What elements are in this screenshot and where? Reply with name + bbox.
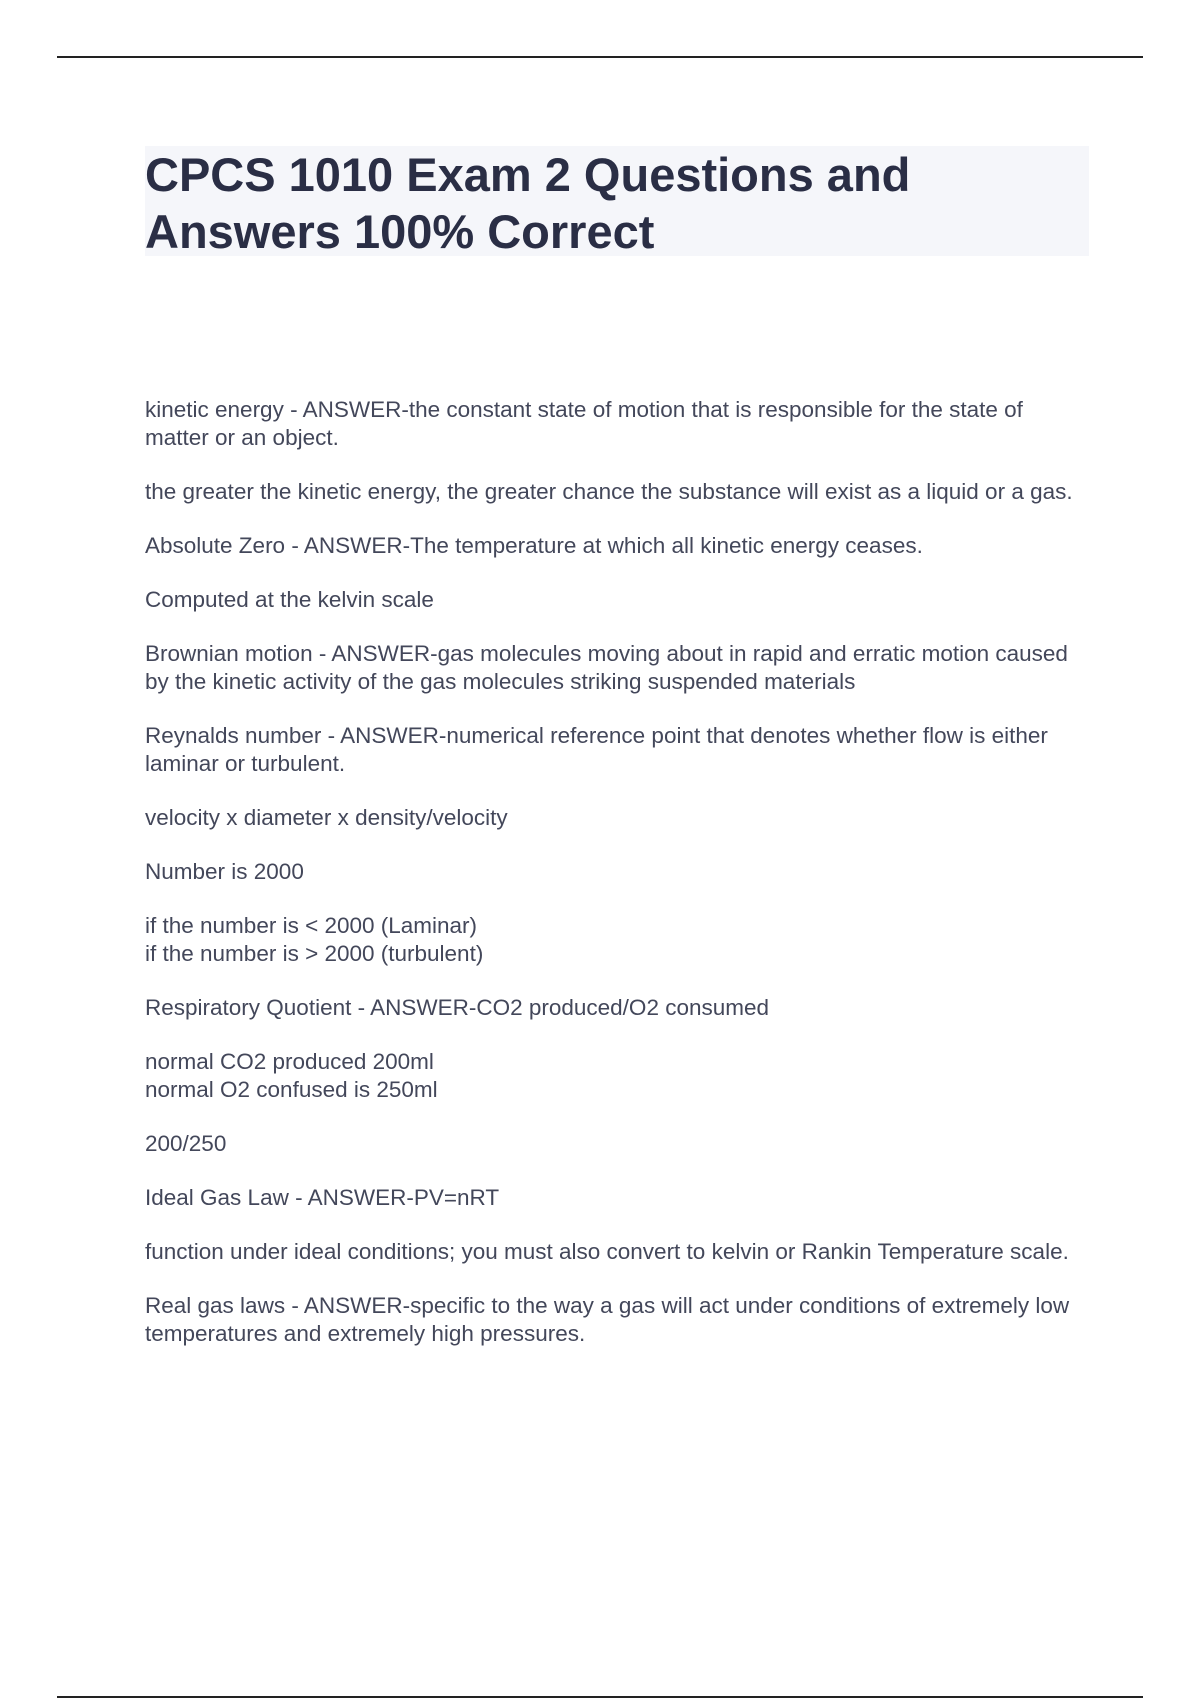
text-line: Reynalds number - ANSWER-numerical reference point that denotes whether flow is either laminar or turbulent. bbox=[145, 723, 1048, 776]
text-line: if the number is < 2000 (Laminar) bbox=[145, 913, 478, 938]
paragraph-absolute-zero bbox=[145, 532, 1085, 560]
text-line: if the number is > 2000 (turbulent) bbox=[145, 941, 484, 966]
text-line: 200/250 bbox=[145, 1131, 227, 1156]
document-title: CPCS 1010 Exam 2 Questions and Answers 100% Correct bbox=[145, 148, 911, 258]
text-line: Ideal Gas Law - ANSWER-PV=nRT bbox=[145, 1185, 500, 1210]
text-line: Respiratory Quotient - ANSWER-CO2 produced/O2 consumed bbox=[145, 995, 770, 1020]
paragraph-ratio bbox=[145, 1130, 1085, 1158]
text-line: Number is 2000 bbox=[145, 859, 304, 884]
paragraph-kelvin-note bbox=[145, 586, 1085, 614]
paragraph-normal-values bbox=[145, 1048, 1085, 1104]
paragraph-flow-types bbox=[145, 912, 1085, 968]
paragraph-reynalds-formula bbox=[145, 804, 1085, 832]
document-body bbox=[145, 396, 1085, 1374]
top-rule bbox=[57, 56, 1143, 58]
paragraph-kinetic-energy bbox=[145, 396, 1085, 452]
paragraph-real-gas-laws bbox=[145, 1292, 1085, 1348]
paragraph-respiratory-quotient bbox=[145, 994, 1085, 1022]
paragraph-reynalds-number bbox=[145, 722, 1085, 778]
paragraph-ideal-gas-law bbox=[145, 1184, 1085, 1212]
paragraph-reynalds-value bbox=[145, 858, 1085, 886]
title-block bbox=[145, 146, 1089, 256]
text-line: velocity x diameter x density/velocity bbox=[145, 805, 508, 830]
text-line: Computed at the kelvin scale bbox=[145, 587, 434, 612]
text-line: Absolute Zero - ANSWER-The temperature at which all kinetic energy ceases. bbox=[145, 533, 923, 558]
text-line: the greater the kinetic energy, the greater chance the substance will exist as a liquid or a gas. bbox=[145, 479, 1073, 504]
text-line: Brownian motion - ANSWER-gas molecules moving about in rapid and erratic motion caused by the kinetic activity of the gas molecules striking suspended materials bbox=[145, 641, 1068, 694]
paragraph-brownian-motion bbox=[145, 640, 1085, 696]
paragraph-ideal-conditions bbox=[145, 1238, 1085, 1266]
text-line: normal CO2 produced 200ml bbox=[145, 1049, 434, 1074]
paragraph-kinetic-energy-note bbox=[145, 478, 1085, 506]
bottom-rule bbox=[57, 1696, 1143, 1698]
text-line: function under ideal conditions; you must also convert to kelvin or Rankin Temperature scale. bbox=[145, 1239, 1069, 1264]
text-line: normal O2 confused is 250ml bbox=[145, 1077, 438, 1102]
text-line: kinetic energy - ANSWER-the constant state of motion that is responsible for the state of matter or an object. bbox=[145, 397, 1023, 450]
text-line: Real gas laws - ANSWER-specific to the way a gas will act under conditions of extremely low temperatures and extremely high pressures. bbox=[145, 1293, 1070, 1346]
